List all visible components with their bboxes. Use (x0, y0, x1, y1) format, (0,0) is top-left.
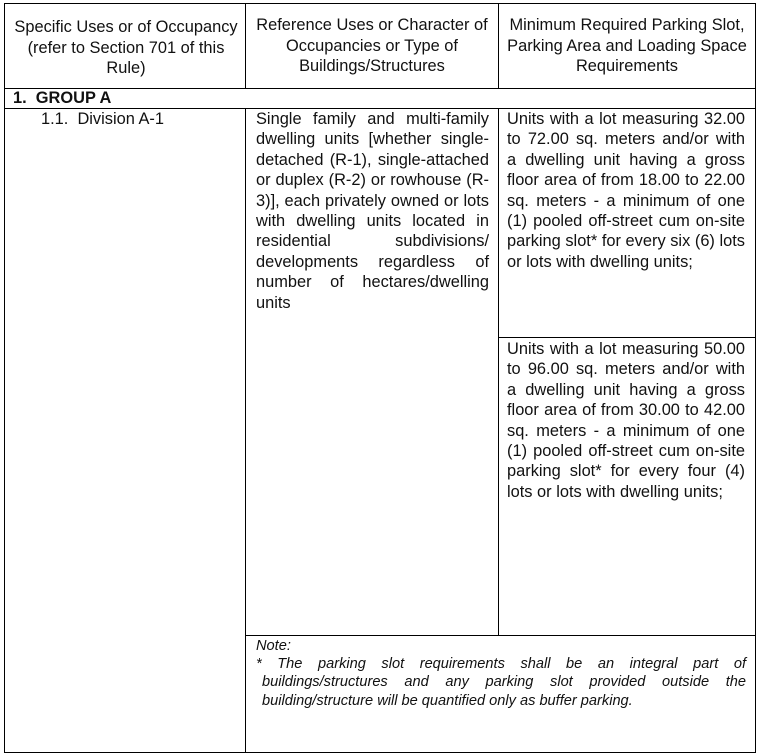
column-divider (498, 3, 499, 89)
header-specific-uses: Specific Uses or of Occupancy (refer to Section 701 of this Rule) (14, 18, 238, 78)
note-title: Note: (256, 638, 291, 654)
group-a-label: 1. GROUP A (13, 89, 112, 107)
column-divider (245, 3, 246, 89)
division-a1-reference: Single family and multi-family dwelling units [whether single-detached (R-1), single-attached or duplex (R-2) or rowhouse (R-3)], each privately owned or lots with dwelling units located in residential subdivisions/ developments regardless of number of hectares/dwelling units (256, 110, 489, 312)
column-divider (498, 108, 499, 635)
division-a1-label: 1.1. Division A-1 (41, 110, 164, 128)
requirement-item: Units with a lot measuring 32.00 to 72.00 sq. meters and/or with a dwelling unit having a gross floor area of from 18.00 to 22.00 sq. meters - a minimum of one (1) pooled off-street cum on-site parking slot* for every six (6) lots or lots with dwelling units; (507, 110, 745, 271)
column-divider (245, 108, 246, 753)
note-text: * The parking slot requirements shall be an integral part of buildings/structures and any parking slot provided outside the building/structure will be quantified only as buffer parking. (256, 656, 746, 709)
requirement-divider (498, 337, 756, 338)
requirement-item: Units with a lot measuring 50.00 to 96.00 sq. meters and/or with a dwelling unit having a gross floor area of from 30.00 to 42.00 sq. meters - a minimum of one (1) pooled off-street cum on-site parking slot* for every four (4) lots or lots with dwelling units; (507, 340, 745, 501)
note-divider (245, 635, 756, 636)
header-reference-uses: Reference Uses or Character of Occupancies or Type of Buildings/Structures (256, 16, 488, 76)
header-parking-requirements: Minimum Required Parking Slot, Parking Area and Loading Space Requirements (507, 16, 747, 76)
